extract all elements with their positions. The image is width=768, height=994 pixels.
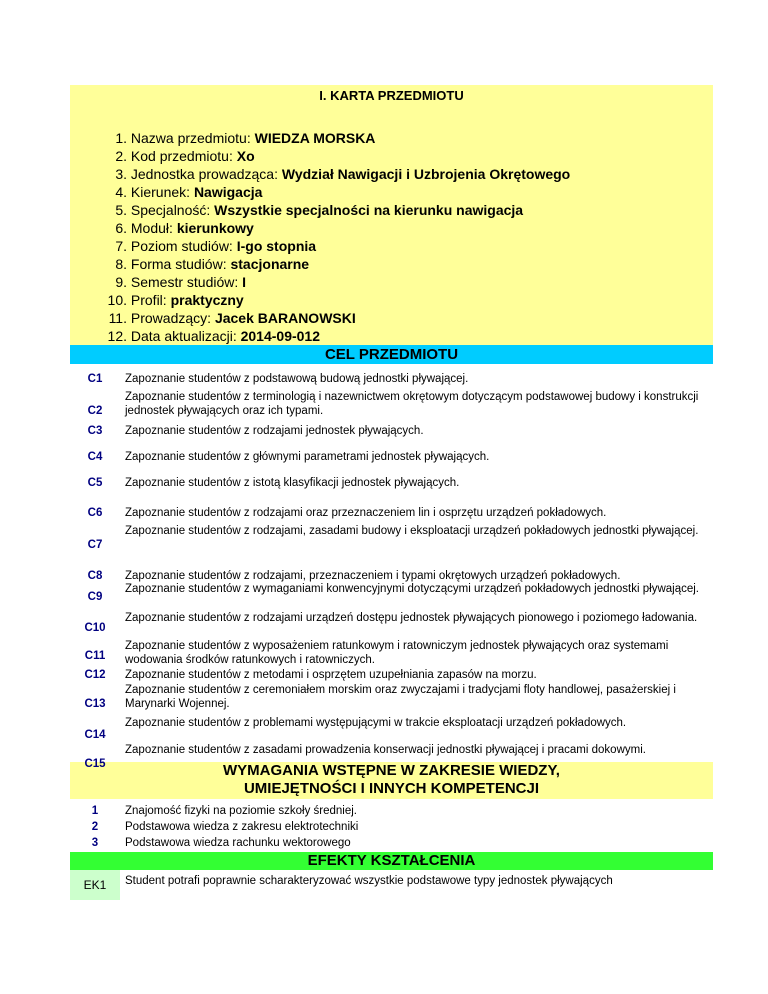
course-field [70, 237, 713, 255]
field-value: kierunkowy [176, 220, 254, 236]
requirements-heading [70, 762, 713, 799]
goal-text: Zapoznanie studentów z istotą klasyfikacji jednostek pływających. [125, 477, 460, 489]
field-label: Data aktualizacji: [130, 328, 241, 344]
field-label: Nazwa przedmiotu: [130, 130, 255, 146]
goal-text: Zapoznanie studentów z głównymi parametrami jednostek pływających. [125, 451, 490, 463]
requirement-code: 2 [91, 821, 99, 833]
field-value: I-go stopnia [236, 238, 317, 254]
course-card [70, 85, 713, 900]
field-value: Xo [236, 148, 255, 164]
field-label: Specjalność: [130, 202, 215, 218]
goal-text: Zapoznanie studentów z wymaganiami konwencyjnymi dotyczącymi urządzeń pokładowych jednostki pływającej. [125, 583, 700, 595]
goal-text: Zapoznanie studentów z rodzajami jednostek pływających. [125, 425, 424, 437]
goal-code: C3 [87, 425, 103, 437]
field-label: Prowadzący: [130, 310, 215, 326]
field-number: 10. [107, 292, 127, 308]
field-number: 5. [115, 202, 127, 218]
outcome-row [70, 870, 713, 900]
goal-code: C9 [87, 591, 103, 603]
field-value: 2014-09-012 [240, 328, 321, 344]
requirement-code: 3 [91, 837, 99, 849]
goal-text: Zapoznanie studentów z wyposażeniem ratunkowym i ratowniczym jednostek pływających oraz systemami wodowania środków ratunkowych i ratowniczych. [125, 640, 669, 666]
field-value: Wszystkie specjalności na kierunku nawigacja [214, 202, 524, 218]
goal-text: Zapoznanie studentów z rodzajami oraz przeznaczeniem lin i osprzętu urządzeń pokładowych. [125, 507, 607, 519]
field-number: 1. [115, 130, 127, 146]
course-field [70, 147, 713, 165]
goal-code: C10 [84, 622, 106, 634]
field-number: 7. [115, 238, 127, 254]
field-value: I [242, 274, 247, 290]
requirement-text: Podstawowa wiedza z zakresu elektrotechniki [125, 821, 359, 833]
goal-text: Zapoznanie studentów z rodzajami, zasadami budowy i eksploatacji urządzeń pokładowych jednostki pływającej. [125, 525, 699, 537]
course-field [70, 327, 713, 345]
outcome-text: Student potrafi poprawnie scharakteryzować wszystkie podstawowe typy jednostek pływających [125, 875, 613, 887]
field-label: Kierunek: [130, 184, 194, 200]
goal-text: Zapoznanie studentów z podstawową budową jednostki pływającej. [125, 373, 469, 385]
goals-heading: CEL PRZEDMIOTU [70, 345, 713, 364]
field-number: 9. [115, 274, 127, 290]
outcomes-heading: EFEKTY KSZTAŁCENIA [70, 852, 713, 870]
outcomes-list [70, 870, 713, 900]
card-title: I. KARTA PRZEDMIOTU [319, 88, 464, 103]
goal-code: C14 [84, 729, 106, 741]
goal-text: Zapoznanie studentów z ceremoniałem morskim oraz zwyczajami i tradycjami floty handlowej, pasażerskiej i Marynarki Wojennej. [125, 684, 676, 710]
goals-list [70, 364, 713, 770]
requirements-heading-line1: WYMAGANIA WSTĘPNE W ZAKRESIE WIEDZY, [223, 762, 560, 779]
requirements-list [70, 799, 713, 852]
goal-code: C13 [84, 698, 106, 710]
goal-code: C6 [87, 507, 103, 519]
field-number: 3. [115, 166, 127, 182]
course-field [70, 183, 713, 201]
field-label: Semestr studiów: [130, 274, 243, 290]
course-fields-list [70, 107, 713, 345]
field-value: WIEDZA MORSKA [254, 130, 376, 146]
field-label: Jednostka prowadząca: [130, 166, 282, 182]
goal-text: Zapoznanie studentów z zasadami prowadzenia konserwacji jednostki pływającej i pracami dokowymi. [125, 744, 646, 756]
goal-text: Zapoznanie studentów z terminologią i nazewnictwem okrętowym dotyczącym podstawowej budowy i konstrukcji jednostek pływających oraz ich typami. [125, 391, 699, 417]
requirement-text: Podstawowa wiedza rachunku wektorowego [125, 837, 351, 849]
goal-text: Zapoznanie studentów z problemami występującymi w trakcie eksploatacji urządzeń pokładowych. [125, 717, 627, 729]
goal-code: C8 [87, 570, 103, 582]
field-label: Profil: [130, 292, 171, 308]
course-field [70, 201, 713, 219]
goal-code: C5 [87, 477, 103, 489]
goal-code: C15 [84, 758, 106, 770]
course-field [70, 129, 713, 147]
course-info-section [70, 85, 713, 345]
goal-text: Zapoznanie studentów z rodzajami urządzeń dostępu jednostek pływających pionowego i poziomego ładowania. [125, 612, 698, 624]
course-field [70, 309, 713, 327]
field-value: Nawigacja [193, 184, 263, 200]
goal-code: C11 [84, 650, 106, 662]
course-field [70, 291, 713, 309]
field-number: 8. [115, 256, 127, 272]
goal-code: C2 [87, 405, 103, 417]
field-label: Forma studiów: [130, 256, 231, 272]
goal-code: C7 [87, 539, 103, 551]
field-label: Poziom studiów: [130, 238, 237, 254]
field-value: praktyczny [170, 292, 244, 308]
goal-text: Zapoznanie studentów z metodami i osprzętem uzupełniania zapasów na morzu. [125, 669, 537, 681]
course-field [70, 165, 713, 183]
course-field [70, 273, 713, 291]
course-field [70, 255, 713, 273]
field-number: 6. [115, 220, 127, 236]
goal-code: C4 [87, 451, 103, 463]
field-label: Kod przedmiotu: [130, 148, 237, 164]
goal-text: Zapoznanie studentów z rodzajami, przeznaczeniem i typami okrętowych urządzeń pokładowych. [125, 570, 621, 582]
field-number: 2. [115, 148, 127, 164]
requirement-code: 1 [91, 805, 99, 817]
field-value: Wydział Nawigacji i Uzbrojenia Okrętowego [281, 166, 571, 182]
field-value: stacjonarne [230, 256, 310, 272]
field-label: Moduł: [130, 220, 177, 236]
course-field [70, 219, 713, 237]
requirement-text: Znajomość fizyki na poziomie szkoły średniej. [125, 805, 358, 817]
field-value: Jacek BARANOWSKI [214, 310, 356, 326]
goal-code: C12 [84, 669, 106, 681]
requirements-heading-line2: UMIEJĘTNOŚCI I INNYCH KOMPETENCJI [243, 780, 540, 797]
field-number: 12. [107, 328, 127, 344]
field-number: 4. [115, 184, 127, 200]
goal-code: C1 [87, 373, 103, 385]
field-number: 11. [108, 310, 127, 326]
outcome-code: EK1 [70, 870, 120, 900]
